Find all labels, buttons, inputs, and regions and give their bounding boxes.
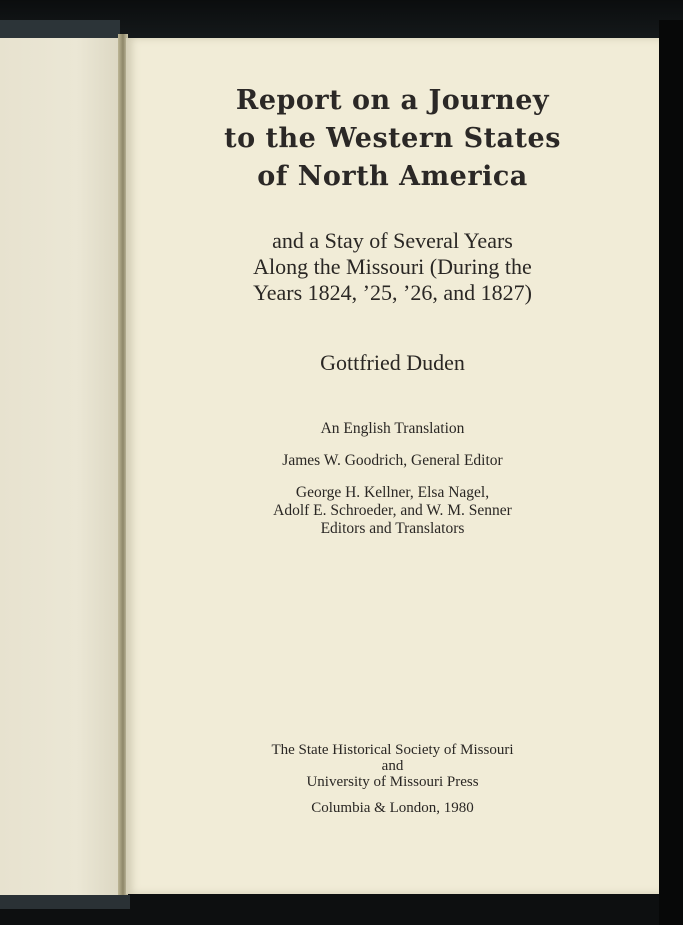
imprint: Columbia & London, 1980 bbox=[311, 800, 474, 816]
book-cover-bottom-band bbox=[0, 895, 130, 909]
book-cover-right-edge bbox=[659, 20, 683, 925]
subtitle-line: Years 1824, ’25, ’26, and 1827) bbox=[253, 280, 532, 305]
author-name: Gottfried Duden bbox=[320, 350, 465, 375]
translation-note: An English Translation bbox=[320, 420, 465, 437]
book-subtitle bbox=[126, 228, 659, 306]
editors-block bbox=[126, 484, 659, 538]
title-line: Report on a Journey bbox=[235, 85, 550, 116]
editors-line: Editors and Translators bbox=[320, 520, 465, 537]
publisher-line: and bbox=[381, 758, 404, 774]
editors-line: Adolf E. Schroeder, and W. M. Senner bbox=[273, 502, 512, 519]
publisher-line: University of Missouri Press bbox=[306, 774, 479, 790]
title-line: to the Western States bbox=[224, 123, 561, 154]
title-line: of North America bbox=[257, 161, 528, 192]
book-title bbox=[126, 82, 659, 196]
book-cover-left-band bbox=[0, 20, 120, 38]
general-editor: James W. Goodrich, General Editor bbox=[282, 452, 503, 469]
publisher-line: The State Historical Society of Missouri bbox=[271, 742, 514, 758]
editors-line: George H. Kellner, Elsa Nagel, bbox=[295, 484, 490, 501]
publisher-block bbox=[126, 742, 659, 790]
subtitle-line: and a Stay of Several Years bbox=[272, 228, 513, 253]
subtitle-line: Along the Missouri (During the bbox=[253, 254, 532, 279]
left-page bbox=[0, 38, 128, 896]
